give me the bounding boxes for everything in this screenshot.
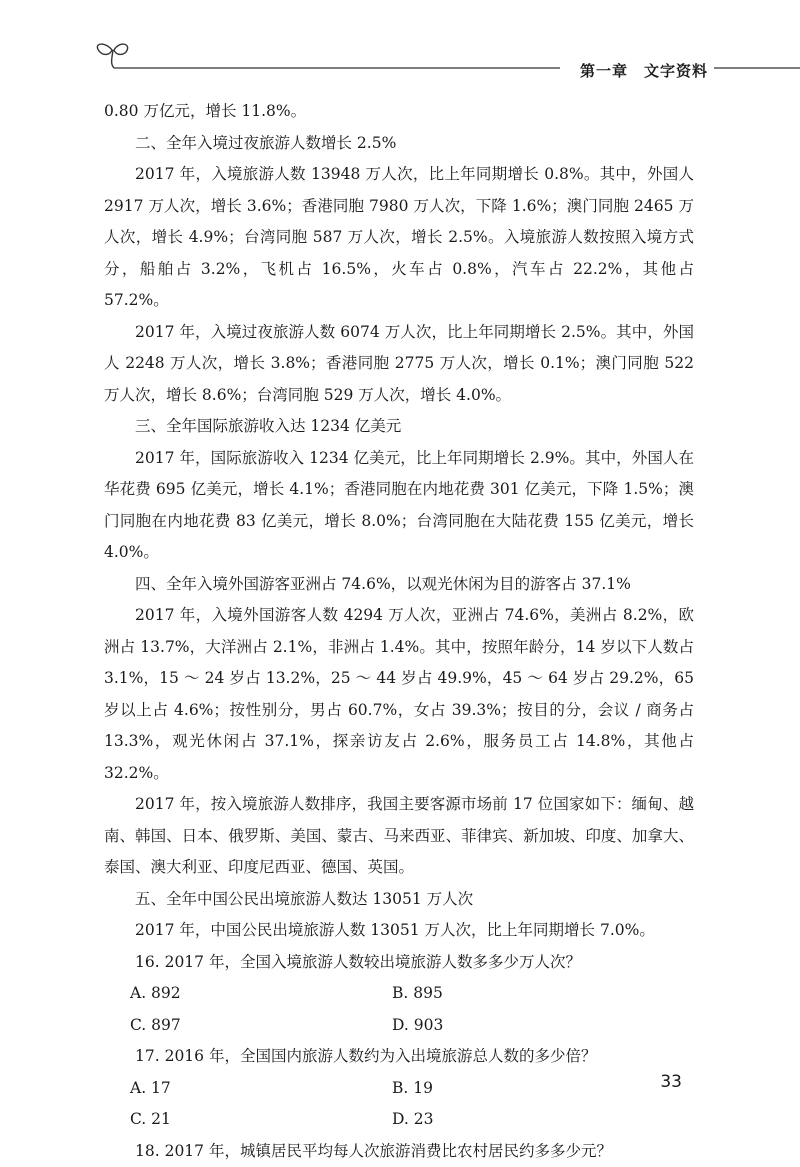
option-c[interactable]: C. 897 [104, 1010, 366, 1042]
paragraph: 2017 年，国际旅游收入 1234 亿美元，比上年同期增长 2.9%。其中，外国人在华花费 695 亿美元，增长 4.1%；香港同胞在内地花费 301 亿美元，下降 1.5%；澳门同胞在内地花费 83 亿美元，增长 8.0%；台湾同胞在大陆花费 155 亿美元，增长 4.0%。 [104, 443, 694, 569]
section-heading: 三、全年国际旅游收入达 1234 亿美元 [104, 411, 694, 443]
question-options [104, 1010, 694, 1042]
question-stem: 16. 2017 年，全国入境旅游人数较出境旅游人数多多少万人次？ [104, 947, 694, 979]
option-d[interactable]: D. 903 [366, 1010, 628, 1042]
option-a[interactable]: A. 17 [104, 1073, 366, 1105]
section-heading: 五、全年中国公民出境旅游人数达 13051 万人次 [104, 884, 694, 916]
option-d[interactable]: D. 23 [366, 1104, 628, 1136]
paragraph: 2017 年，中国公民出境旅游人数 13051 万人次，比上年同期增长 7.0%。 [104, 915, 694, 947]
page-body [104, 96, 694, 1167]
section-heading: 四、全年入境外国游客亚洲占 74.6%，以观光休闲为目的游客占 37.1% [104, 569, 694, 601]
paragraph: 2017 年，入境旅游人数 13948 万人次，比上年同期增长 0.8%。其中，外国人 2917 万人次，增长 3.6%；香港同胞 7980 万人次，下降 1.6%；澳门同胞 2465 万人次，增长 4.9%；台湾同胞 587 万人次，增长 2.5%。入境旅游人数按照入境方式分，船舶占 3.2%，飞机占 16.5%，火车占 0.8%，汽车占 22.2%，其他占 57.2%。 [104, 159, 694, 317]
chapter-title: 第一章 文字资料 [574, 60, 714, 81]
paragraph: 2017 年，入境过夜旅游人数 6074 万人次，比上年同期增长 2.5%。其中，外国人 2248 万人次，增长 3.8%；香港同胞 2775 万人次，增长 0.1%；澳门同胞 522 万人次，增长 8.6%；台湾同胞 529 万人次，增长 4.0%。 [104, 317, 694, 412]
option-c[interactable]: C. 21 [104, 1104, 366, 1136]
section-heading: 二、全年入境过夜旅游人数增长 2.5% [104, 128, 694, 160]
paragraph: 2017 年，按入境旅游人数排序，我国主要客源市场前 17 位国家如下：缅甸、越南、韩国、日本、俄罗斯、美国、蒙古、马来西亚、菲律宾、新加坡、印度、加拿大、泰国、澳大利亚、印度尼西亚、德国、英国。 [104, 789, 694, 884]
option-a[interactable]: A. 892 [104, 978, 366, 1010]
question-options [104, 1104, 694, 1136]
question-stem: 17. 2016 年，全国国内旅游人数约为入出境旅游总人数的多少倍？ [104, 1041, 694, 1073]
question-options [104, 978, 694, 1010]
question-options [104, 1073, 694, 1105]
paragraph: 2017 年，入境外国游客人数 4294 万人次，亚洲占 74.6%，美洲占 8.2%，欧洲占 13.7%，大洋洲占 2.1%，非洲占 1.4%。其中，按照年龄分，14 岁以下人数占 3.1%，15 ～ 24 岁占 13.2%，25 ～ 44 岁占 49.9%，45 ～ 64 岁占 29.2%，65 岁以上占 4.6%；按性别分，男占 60.7%，女占 39.3%；按目的分，会议 / 商务占 13.3%，观光休闲占 37.1%，探亲访友占 2.6%，服务员工占 14.8%，其他占 32.2%。 [104, 600, 694, 789]
option-b[interactable]: B. 19 [366, 1073, 628, 1105]
question-stem: 18. 2017 年，城镇居民平均每人次旅游消费比农村居民约多多少元？ [104, 1136, 694, 1167]
page-number: 33 [660, 1072, 682, 1092]
paragraph: 0.80 万亿元，增长 11.8%。 [104, 96, 694, 128]
option-b[interactable]: B. 895 [366, 978, 628, 1010]
page-header [0, 0, 800, 90]
